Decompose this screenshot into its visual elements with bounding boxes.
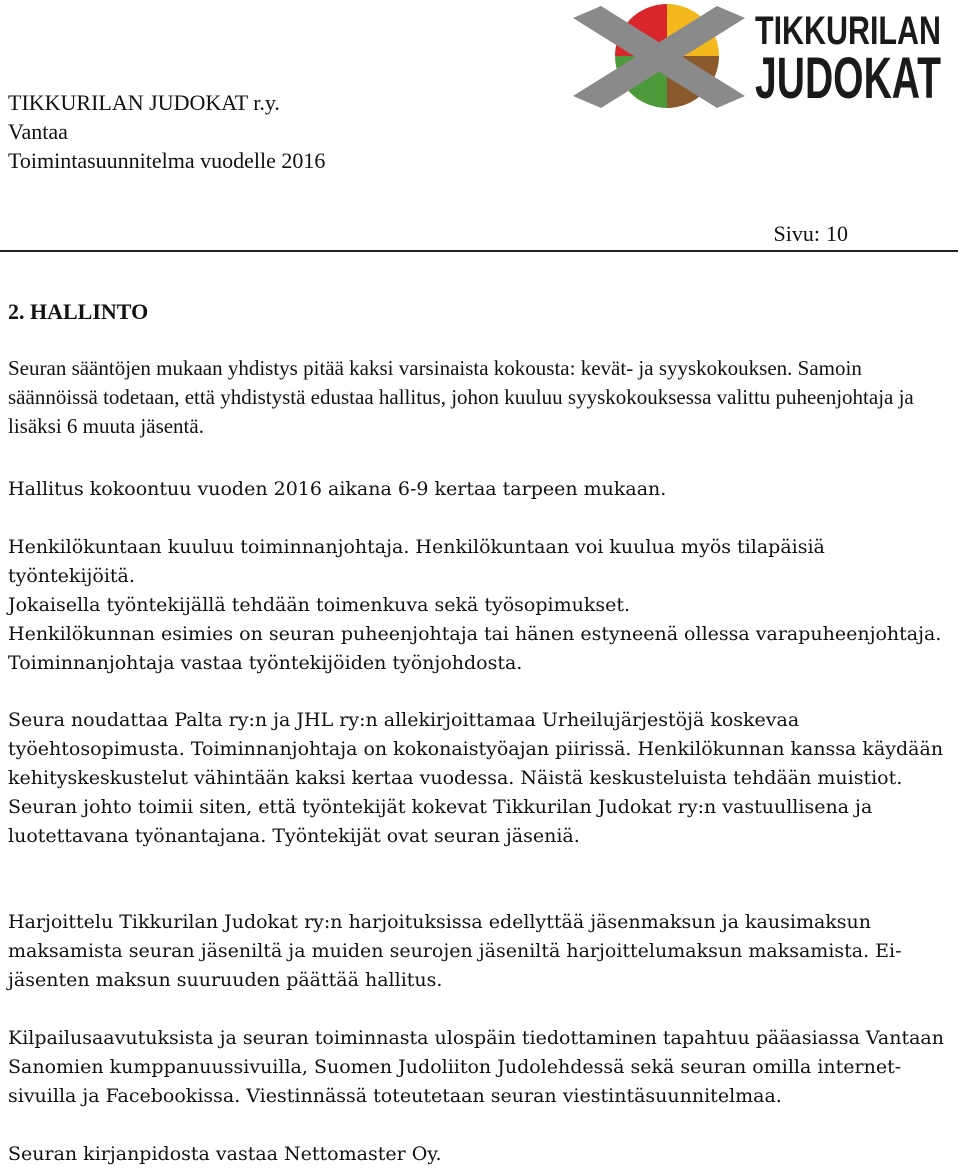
document-header: [8, 88, 325, 175]
organization-name: TIKKURILAN JUDOKAT r.y.: [8, 90, 280, 115]
section-title: 2. HALLINTO: [8, 299, 149, 324]
paragraph-text: Henkilökuntaan kuuluu toiminnanjohtaja. Henkilökuntaan voi kuulua myös tilapäisiä työntekijöitä.: [8, 536, 825, 587]
paragraph-communications: [8, 1024, 953, 1111]
paragraph-text: Hallitus kokoontuu vuoden 2016 aikana 6-9 kertaa tarpeen mukaan.: [8, 478, 667, 500]
paragraph-text: Seuran kirjanpidosta vastaa Nettomaster Oy.: [8, 1143, 442, 1165]
logo-text-line2: JUDOKAT: [755, 46, 941, 111]
page-number: [774, 221, 848, 247]
page-number-label: Sivu:: [773, 221, 820, 246]
document-title: Toimintasuunnitelma vuodelle 2016: [8, 148, 326, 173]
page-number-value: 10: [826, 221, 848, 246]
paragraph-text: Harjoittelu Tikkurilan Judokat ry:n harjoituksissa edellyttää jäsenmaksun ja kausimaksun maksamista seuran jäseniltä ja muiden seurojen jäseniltä harjoittelumaksun maksamista. Ei-jäsenten maksun suuruuden päättää hallitus.: [8, 911, 902, 991]
paragraph-text: Jokaisella työntekijällä tehdään toimenkuva sekä työsopimukset.: [8, 594, 630, 616]
paragraph-text: Seura noudattaa Palta ry:n ja JHL ry:n allekirjoittamaa Urheilujärjestöjä koskevaa työehtosopimusta. Toiminnanjohtaja on kokonaistyöajan piirissä. Henkilökunnan kanssa käydään kehityskeskustelut vähintään kaksi kertaa vuodessa. Näistä keskusteluista tehdään muistiot.: [8, 709, 944, 789]
paragraph-staff: [8, 533, 953, 678]
logo-text-line1: TIKKURILAN: [755, 9, 941, 53]
paragraph-text: Seuran johto toimii siten, että työntekijät kokevat Tikkurilan Judokat ry:n vastuullisena ja luotettavana työnantajana. Työntekijät ovat seuran jäseniä.: [8, 796, 873, 847]
paragraph-employment: [8, 706, 953, 851]
paragraph-text: Seuran sääntöjen mukaan yhdistys pitää kaksi varsinaista kokousta: kevät- ja syyskokouksen. Samoin säännöissä todetaan, että yhdistystä edustaa hallitus, johon kuuluu syyskokouksessa valittu puheenjohtaja ja lisäksi 6 muuta jäsentä.: [8, 356, 914, 438]
paragraph-board-meetings: [8, 475, 953, 504]
header-divider: [0, 250, 958, 252]
club-logo: [555, 0, 955, 112]
city-name: Vantaa: [8, 119, 68, 144]
paragraph-text: Kilpailusaavutuksista ja seuran toiminnasta ulospäin tiedottaminen tapahtuu pääasiassa Vantaan Sanomien kumppanuussivuilla, Suomen Judoliiton Judolehdessä sekä seuran omilla internet-sivuilla ja Facebookissa. Viestinnässä toteutetaan seuran viestintäsuunnitelmaa.: [8, 1027, 944, 1107]
paragraph-training-fees: [8, 908, 953, 995]
paragraph-text: Henkilökunnan esimies on seuran puheenjohtaja tai hänen estyneenä ollessa varapuheenjohtaja. Toiminnanjohtaja vastaa työntekijöiden työnjohdosta.: [8, 623, 942, 674]
paragraph-meetings: [8, 354, 953, 441]
paragraph-accounting: [8, 1140, 953, 1169]
